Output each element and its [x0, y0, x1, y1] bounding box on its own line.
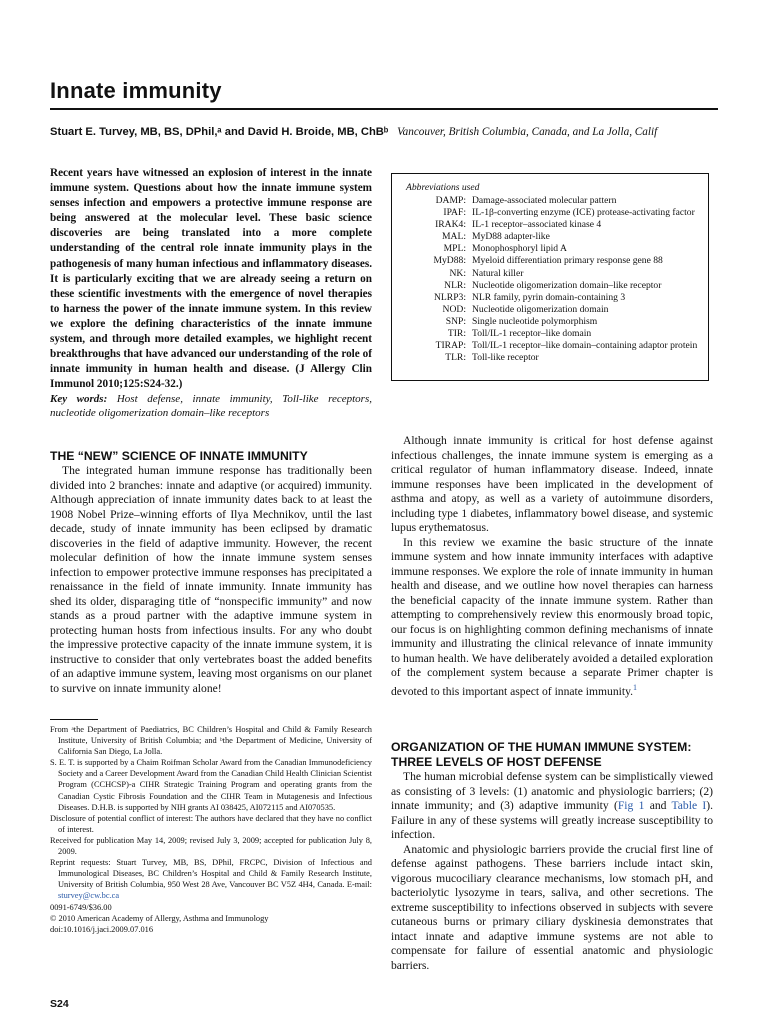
- footnote-disclosure: Disclosure of potential conflict of interest: The authors have declared that they have no conflict of interest.: [50, 813, 372, 834]
- abbreviation-row: [406, 352, 700, 364]
- section-new-science: [50, 449, 372, 696]
- article-title: Innate immunity: [50, 78, 222, 103]
- body-paragraph: Although innate immunity is critical for host defense against infectious challenges, the innate immune system is emerging as a critical regulator of human inflammatory disease. Indeed, innate immune responses have been implicated in the development of asthma and atopy, as well as a variety of autoimmune disorders, including type 1 diabetes, inflammatory bowel disease, and systemic lupus erythematosus.: [391, 434, 713, 534]
- abbreviation-term: MAL:: [442, 231, 466, 243]
- abbreviation-term: NLR:: [444, 279, 466, 291]
- paragraph-text: The human microbial defense system can be simplistically viewed as consisting of 3 levels: (1) anatomic and physiologic barriers; (2) innate immunity; and (3) adaptive immunity (: [391, 770, 713, 812]
- author-names: Stuart E. Turvey, MB, BS, DPhil,ᵃ and David H. Broide, MB, ChBᵇ: [50, 126, 389, 138]
- abbreviation-definition: Myeloid differentiation primary response gene 88: [472, 255, 663, 267]
- abbreviation-definition: Monophosphoryl lipid A: [472, 243, 567, 255]
- figure-link[interactable]: Fig 1: [617, 799, 645, 812]
- abbreviation-term: SNP:: [445, 315, 466, 327]
- abbreviation-term: MyD88:: [433, 255, 466, 267]
- paragraph-text: ). Failure in any of these systems will greatly increase susceptibility to infection.: [391, 799, 714, 841]
- section-heading: ORGANIZATION OF THE HUMAN IMMUNE SYSTEM: THREE LEVELS OF HOST DEFENSE: [391, 740, 692, 769]
- keywords-text: Host defense, innate immunity, Toll-like receptors, nucleotide oligomerization domain–like receptors: [50, 393, 372, 419]
- abbreviation-definition: MyD88 adapter-like: [472, 231, 550, 243]
- abbreviation-row: [406, 219, 700, 231]
- body-paragraph: [391, 536, 713, 699]
- author-line: [50, 126, 730, 138]
- abbreviation-term: NK:: [449, 267, 466, 279]
- abbreviation-term: IPAF:: [443, 207, 466, 219]
- abbreviation-term: TLR:: [445, 352, 466, 364]
- reference-link[interactable]: 1: [633, 682, 638, 692]
- abbreviation-term: IRAK4:: [435, 219, 466, 231]
- abbreviation-definition: Toll/IL-1 receptor–like domain: [472, 328, 592, 340]
- body-paragraph: The integrated human immune response has traditionally been divided into 2 branches: innate and adaptive (or acquired) immunity. Although appreciation of innate immunity dates back to at least the 1908 Nobel Prize–winning efforts of Ilya Mechnikov, until the last decade, study of innate immunity has been eclipsed by dramatic discoveries in the field of adaptive immunity. However, the recent molecular definition of how the innate immune system senses infection to empower protective immune responses has precipitated a renaissance in the field of innate immunity. Innate immunity has shed its older, disparaging title of “nonspecific immunity” and now stands as a proud partner with the adaptive immune system in protecting human hosts from infectious insults. For any who doubt the impressive protective capacity of the innate immune system, it is instructive to consider that only vertebrates boast the added benefits of an adaptive immune system, leaving most organisms on our planet to survive on innate immunity alone!: [50, 464, 372, 695]
- abbreviation-definition: Damage-associated molecular pattern: [472, 195, 617, 206]
- abbreviation-row: [406, 292, 700, 304]
- abbreviation-row: [406, 316, 700, 328]
- footnote-reprint: [50, 857, 372, 901]
- abbreviation-definition: IL-1 receptor–associated kinase 4: [472, 219, 602, 231]
- abbreviation-term: NLRP3:: [434, 291, 466, 303]
- intro-right: [391, 434, 713, 699]
- footnote-price: 0091-6749/$36.00: [50, 902, 112, 912]
- abbreviation-row: [406, 304, 700, 316]
- body-paragraph: [391, 770, 713, 843]
- title-rule: [50, 108, 718, 110]
- body-paragraph: Anatomic and physiologic barriers provide the crucial first line of defense against pathogens. These barriers include intact skin, vigorous mucociliary clearance mechanisms, low stomach pH, and bacteriolytic lysozyme in tears, saliva, and other secretions. The extreme susceptibility to infections observed in subjects with severe cutaneous burns or primary ciliary dyskinesia demonstrates that intact innate and adaptive immune systems are not able to compensate for failure of essential anatomic and physiologic barriers.: [391, 842, 713, 972]
- abbreviation-term: MPL:: [443, 243, 466, 255]
- footnote-rule: [50, 719, 98, 720]
- abbreviation-row: [406, 243, 700, 255]
- keywords-label: Key words:: [50, 393, 108, 405]
- email-link[interactable]: sturvey@cw.bc.ca: [58, 891, 120, 901]
- abbreviation-definition: Nucleotide oligomerization domain: [472, 303, 609, 315]
- keywords: [50, 392, 372, 420]
- footnote-affiliations: From ᵃthe Department of Paediatrics, BC Children’s Hospital and Child & Family Research Institute, University of British Columbia; and ᵇthe Department of Medicine, University of California San Diego, La Jolla.: [50, 725, 372, 757]
- footnotes: [50, 724, 372, 935]
- table-link[interactable]: Table I: [671, 799, 707, 812]
- abbreviation-row: [406, 255, 700, 267]
- section-organization: [391, 740, 713, 973]
- footnote-funding: S. E. T. is supported by a Chaim Roifman Scholar Award from the Canadian Immunodeficiency Society and a Career Development Award from the Canadian Child Health Clinician Scientist Program (CCHCSP)-a CIHR Strategic Training Program and operating grants from the Canadian Cystic Fibrosis Foundation and the CIHR Team in Mutagenesis and Infectious Diseases. D.H.B. is supported by NIH grants AI 038425, AI072115 and AI070535.: [50, 758, 372, 812]
- abbreviation-term: TIR:: [447, 328, 466, 340]
- abstract: Recent years have witnessed an explosion of interest in the innate immune system. Questions about how the innate immune system senses infection and empowers a protective immune response are being answered at the molecular level. These basic science discoveries are being translated into a more complete understanding of the central role innate immunity plays in the pathogenesis of many human infectious and inflammatory diseases. It is particularly exciting that we are already seeing a return on these scientific investments with the emergence of novel therapies to harness the power of the innate immune system. In this review we explore the defining characteristics of the innate immune system, and through more detailed examples, we highlight recent breakthroughs that have advanced our understanding of the role of innate immunity in human health and disease. (J Allergy Clin Immunol 2010;125:S24-32.): [50, 167, 372, 391]
- abbreviation-row: [406, 231, 700, 243]
- abbreviation-row: [406, 207, 700, 219]
- abbreviations-box: [391, 173, 709, 381]
- abbreviation-row: [406, 268, 700, 280]
- abbreviations-list: [406, 195, 700, 364]
- footnote-copyright: © 2010 American Academy of Allergy, Asthma and Immunology: [50, 913, 269, 923]
- reprint-text: Reprint requests: Stuart Turvey, MB, BS, DPhil, FRCPC, Division of Infectious and Immunological Diseases, BC Children’s Hospital and Child & Family Research Institute, University of British Columbia, 950 West 28 Ave, Vancouver BC V5Z 4H4, Canada. E-mail:: [50, 858, 372, 890]
- abbreviation-definition: Natural killer: [472, 267, 524, 279]
- abbreviation-row: [406, 195, 700, 207]
- author-location: Vancouver, British Columbia, Canada, and La Jolla, Calif: [397, 126, 658, 138]
- abbreviation-row: [406, 328, 700, 340]
- abbreviation-row: [406, 280, 700, 292]
- abbreviation-definition: NLR family, pyrin domain-containing 3: [472, 291, 626, 303]
- abbreviation-term: DAMP:: [435, 195, 466, 206]
- abbreviation-row: [406, 340, 700, 352]
- footnote-received: Received for publication May 14, 2009; revised July 3, 2009; accepted for publication July 8, 2009.: [50, 835, 372, 857]
- footnote-doi: doi:10.1016/j.jaci.2009.07.016: [50, 924, 154, 934]
- abbreviations-caption: Abbreviations used: [406, 182, 480, 193]
- abbreviation-term: NOD:: [442, 303, 466, 315]
- abbreviation-definition: Nucleotide oligomerization domain–like receptor: [472, 279, 662, 291]
- abbreviation-definition: IL-1β-converting enzyme (ICE) protease-activating factor: [472, 207, 695, 219]
- abbreviation-definition: Single nucleotide polymorphism: [472, 315, 598, 327]
- abbreviation-definition: Toll/IL-1 receptor–like domain–containing adaptor protein: [472, 340, 698, 352]
- abbreviation-term: TIRAP:: [435, 340, 466, 352]
- abbreviation-definition: Toll-like receptor: [472, 352, 539, 364]
- section-heading: THE “NEW” SCIENCE OF INNATE IMMUNITY: [50, 449, 308, 463]
- paragraph-text: In this review we examine the basic structure of the innate immune system and how innate immunity interfaces with adaptive immune responses. We explore the role of innate immunity in human health and disease, and we outline how novel therapies can harness the beneficial capacity of the innate immune system. Rather than attempting to comprehensively review this enormously broad topic, our focus is on highlighting common defining mechanisms of innate immunity and illustrating the clinical relevance of innate immunity to human health. We have deliberately avoided a detailed exploration of the complement system because a separate Primer chapter is devoted to this important aspect of innate immunity.: [391, 535, 713, 698]
- paragraph-text: and: [644, 799, 672, 812]
- page-number: S24: [50, 998, 69, 1010]
